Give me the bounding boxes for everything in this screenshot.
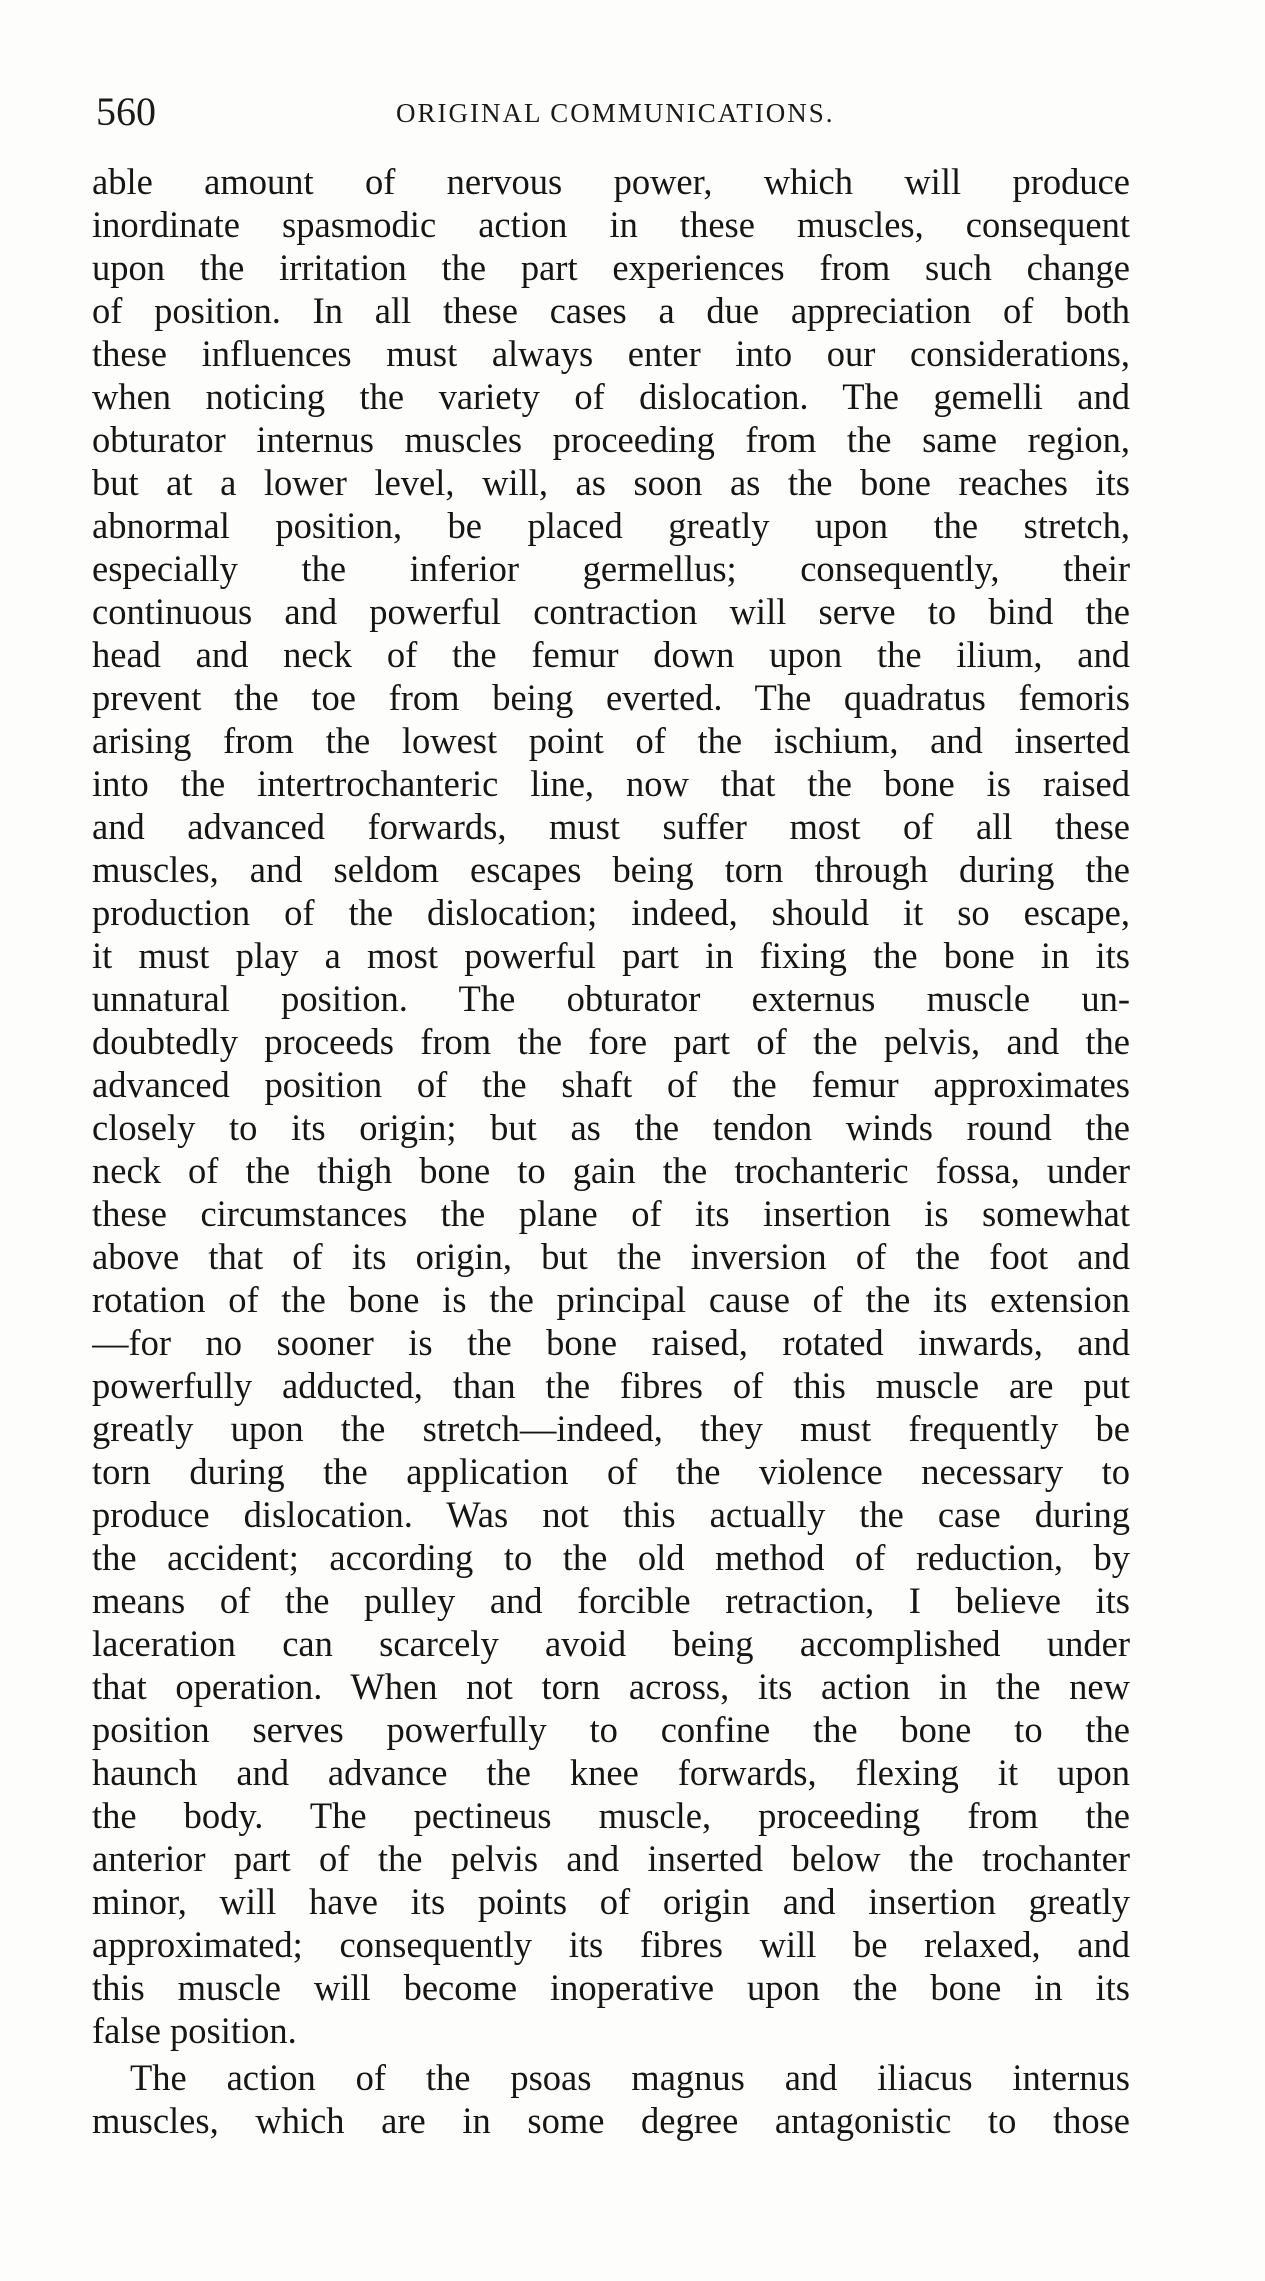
text-line: doubtedly proceeds from the fore part of the pelvis, and the <box>92 1021 1130 1062</box>
running-title: ORIGINAL COMMUNICATIONS. <box>396 98 835 128</box>
text-line: the body. The pectineus muscle, proceeding from the <box>92 1795 1130 1836</box>
text-line: muscles, which are in some degree antagonistic to those <box>92 2100 1130 2141</box>
text-line: above that of its origin, but the inversion of the foot and <box>92 1236 1130 1277</box>
text-line: but at a lower level, will, as soon as the bone reaches its <box>92 462 1130 503</box>
text-line: abnormal position, be placed greatly upon the stretch, <box>92 505 1130 546</box>
text-line: muscles, and seldom escapes being torn through during the <box>92 849 1130 890</box>
text-line: advanced position of the shaft of the femur approximates <box>92 1064 1130 1105</box>
text-line: false position. <box>92 2010 297 2051</box>
text-line: means of the pulley and forcible retraction, I believe its <box>92 1580 1130 1621</box>
text-line: closely to its origin; but as the tendon winds round the <box>92 1107 1130 1148</box>
text-line: especially the inferior germellus; consequently, their <box>92 548 1130 589</box>
running-head <box>96 82 1126 142</box>
text-line: able amount of nervous power, which will produce <box>92 161 1130 202</box>
text-line: greatly upon the stretch—indeed, they must frequently be <box>92 1408 1130 1449</box>
page-number: 560 <box>96 89 156 134</box>
text-line: prevent the toe from being everted. The quadratus femoris <box>92 677 1130 718</box>
text-line: —for no sooner is the bone raised, rotated inwards, and <box>92 1322 1130 1363</box>
text-line: upon the irritation the part experiences from such change <box>92 247 1130 288</box>
text-line: powerfully adducted, than the fibres of this muscle are put <box>92 1365 1130 1406</box>
text-line: continuous and powerful contraction will serve to bind the <box>92 591 1130 632</box>
text-line: this muscle will become inoperative upon the bone in its <box>92 1967 1130 2008</box>
text-line: neck of the thigh bone to gain the trochanteric fossa, under <box>92 1150 1130 1191</box>
text-line: it must play a most powerful part in fixing the bone in its <box>92 935 1130 976</box>
body-text <box>92 160 1130 2142</box>
text-line: produce dislocation. Was not this actually the case during <box>92 1494 1130 1535</box>
paragraph-2 <box>92 2056 1130 2142</box>
text-line: minor, will have its points of origin and insertion greatly <box>92 1881 1130 1922</box>
text-line: haunch and advance the knee forwards, flexing it upon <box>92 1752 1130 1793</box>
text-line: of position. In all these cases a due appreciation of both <box>92 290 1130 331</box>
text-line: the accident; according to the old method of reduction, by <box>92 1537 1130 1578</box>
text-line: rotation of the bone is the principal cause of the its extension <box>92 1279 1130 1320</box>
text-line: when noticing the variety of dislocation. The gemelli and <box>92 376 1130 417</box>
text-line: position serves powerfully to confine the bone to the <box>92 1709 1130 1750</box>
paragraph-1 <box>92 160 1130 2052</box>
text-line: these influences must always enter into our considerations, <box>92 333 1130 374</box>
text-line: The action of the psoas magnus and iliacus internus <box>130 2057 1130 2098</box>
text-line: torn during the application of the violence necessary to <box>92 1451 1130 1492</box>
text-line: head and neck of the femur down upon the ilium, and <box>92 634 1130 675</box>
text-line: laceration can scarcely avoid being accomplished under <box>92 1623 1130 1664</box>
text-line: anterior part of the pelvis and inserted below the trochanter <box>92 1838 1130 1879</box>
text-line: approximated; consequently its fibres will be relaxed, and <box>92 1924 1130 1965</box>
text-line: and advanced forwards, must suffer most of all these <box>92 806 1130 847</box>
text-line: inordinate spasmodic action in these muscles, consequent <box>92 204 1130 245</box>
text-line: unnatural position. The obturator externus muscle un- <box>92 978 1130 1019</box>
text-line: these circumstances the plane of its insertion is somewhat <box>92 1193 1130 1234</box>
text-line: that operation. When not torn across, its action in the new <box>92 1666 1130 1707</box>
text-line: production of the dislocation; indeed, should it so escape, <box>92 892 1130 933</box>
text-line: obturator internus muscles proceeding from the same region, <box>92 419 1130 460</box>
text-line: into the intertrochanteric line, now that the bone is raised <box>92 763 1130 804</box>
text-line: arising from the lowest point of the ischium, and inserted <box>92 720 1130 761</box>
